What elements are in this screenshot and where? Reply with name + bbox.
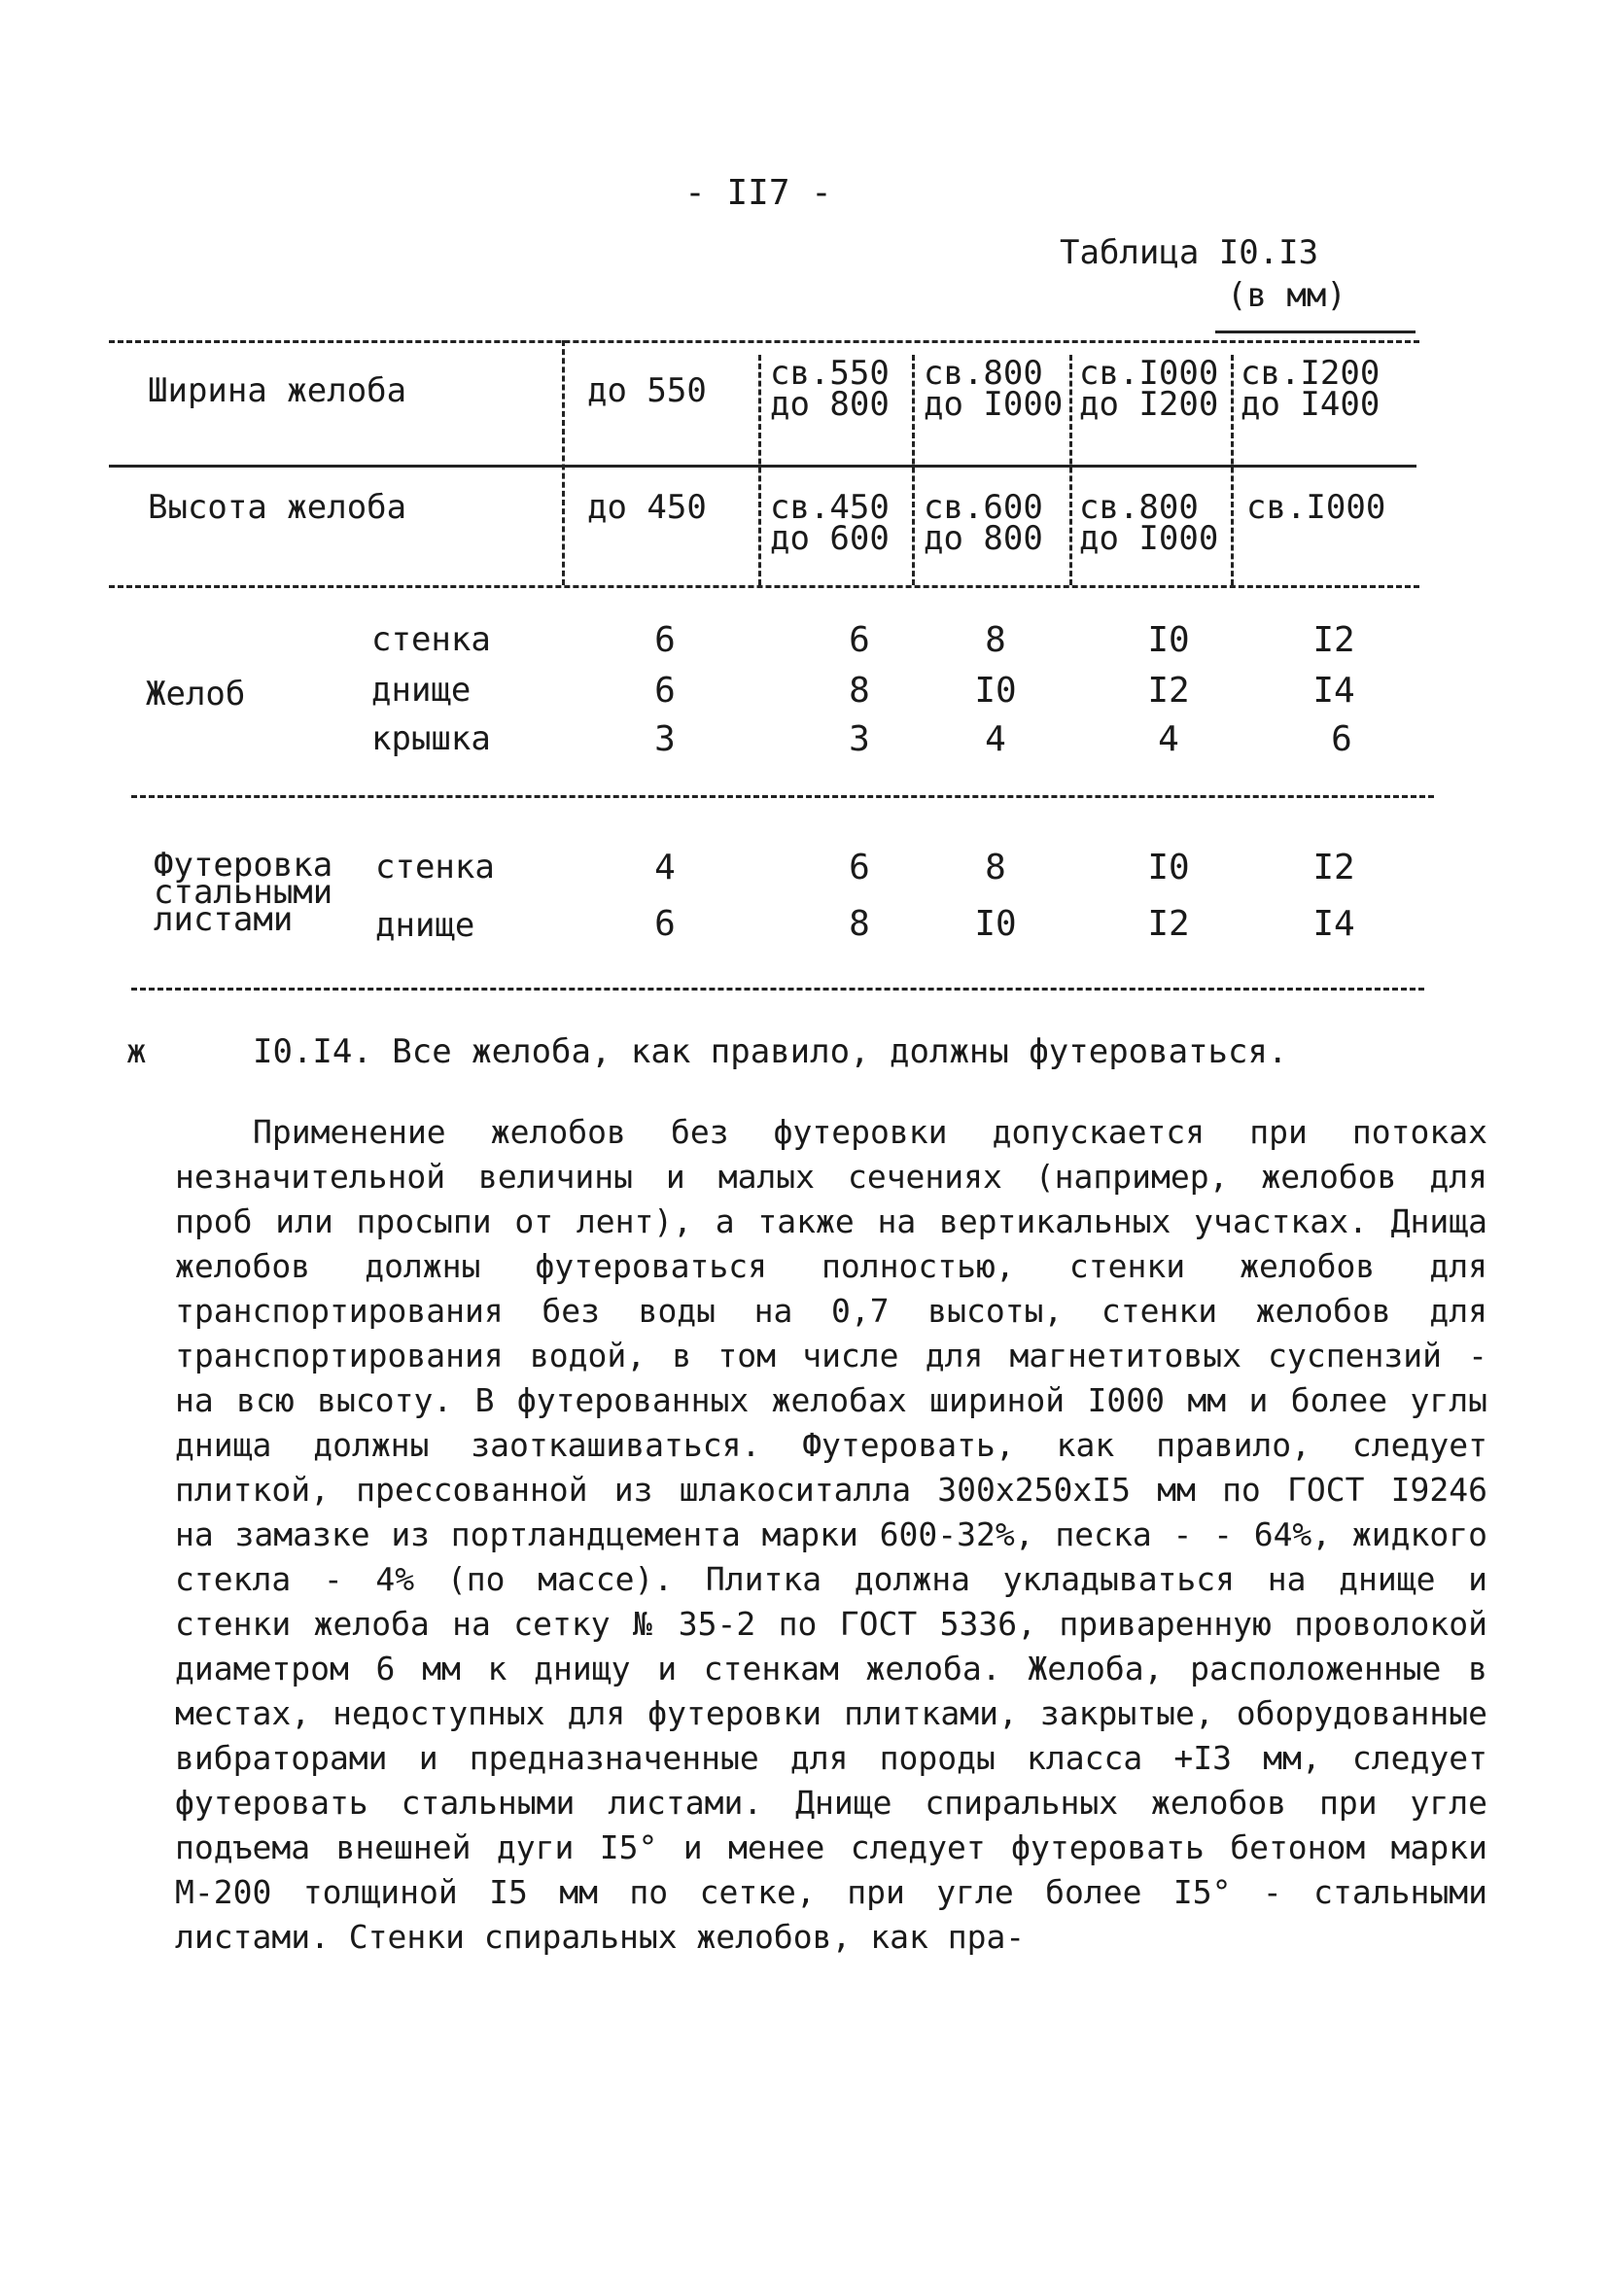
table-value: I0: [1147, 620, 1190, 660]
height-range: св.450 до 600: [770, 488, 890, 558]
table-value: 6: [654, 671, 676, 711]
part-label: крышка: [371, 719, 491, 758]
column-separator: [758, 355, 761, 585]
height-row-label: Высота желоба: [148, 488, 407, 527]
table-value: I4: [1312, 904, 1355, 944]
table-value: I0: [974, 671, 1017, 711]
table-top-rule: [1215, 330, 1416, 333]
table-units: (в мм): [1227, 276, 1346, 315]
column-separator: [912, 355, 915, 585]
group-separator: [131, 795, 1434, 798]
table-value: 4: [985, 719, 1006, 759]
column-separator: [562, 340, 565, 585]
table-value: 8: [985, 620, 1006, 660]
part-label: стенка: [371, 620, 491, 659]
part-label: днище: [375, 906, 475, 945]
table-value: 4: [1158, 719, 1179, 759]
group-label: Футеровка стальными листами: [154, 846, 333, 939]
width-row-label: Ширина желоба: [148, 371, 407, 410]
table-value: I4: [1312, 671, 1355, 711]
group-label: Желоб: [146, 675, 246, 713]
page-number: - II7 -: [684, 173, 832, 213]
table-value: I2: [1312, 848, 1355, 887]
table-value: 8: [985, 848, 1006, 887]
table-value: 8: [849, 671, 870, 711]
table-value: 6: [1331, 719, 1352, 759]
height-range: св.600 до 800: [924, 488, 1043, 558]
table-value: 6: [849, 620, 870, 660]
width-range: св.I200 до I400: [1241, 354, 1381, 424]
table-value: I2: [1147, 671, 1190, 711]
table-value: 3: [654, 719, 676, 759]
width-range: св.550 до 800: [770, 354, 890, 424]
part-label: днище: [371, 671, 472, 710]
width-range: св.800 до I000: [924, 354, 1064, 424]
width-range: св.I000 до I200: [1079, 354, 1219, 424]
table-value: 6: [654, 620, 676, 660]
section-heading-line: [126, 1032, 1287, 1071]
table-caption: [1060, 231, 1346, 317]
height-range: до 450: [587, 488, 707, 527]
width-range: до 550: [587, 371, 707, 410]
section-heading: I0.I4. Все желоба, как правило, должны футероваться.: [253, 1032, 1288, 1071]
column-separator: [1231, 355, 1234, 585]
column-separator: [1069, 355, 1072, 585]
table-header-rule: [109, 340, 1419, 343]
table-value: 6: [849, 848, 870, 887]
section-marker: ж: [126, 1032, 147, 1071]
table-value: I2: [1312, 620, 1355, 660]
table-value: I0: [1147, 848, 1190, 887]
height-range: св.800 до I000: [1079, 488, 1219, 558]
table-value: 3: [849, 719, 870, 759]
table-bottom-rule: [131, 988, 1424, 991]
height-range: св.I000: [1246, 488, 1386, 527]
part-label: стенка: [375, 848, 495, 887]
table-value: I2: [1147, 904, 1190, 944]
table-value: I0: [974, 904, 1017, 944]
table-value: 8: [849, 904, 870, 944]
body-paragraph: Применение желобов без футеровки допускается при потоках незначительной величины и малых сечениях (например, желобов для проб или просыпи от лент), а также на вертикальных участках. Днища желобов должны футероваться полностью, стенки желобов для транспортирования без воды на 0,7 высоты, стенки желобов для транспортирования водой, в том числе для магнетитовых суспензий - на всю высоту. В футерованных желобах шириной I000 мм и более углы днища должны заоткашиваться. Футеровать, как правило, следует плиткой, прессованной из шлакоситалла 300x250xI5 мм по ГОСТ I9246 на замазке из портландцемента марки 600-32%, песка - - 64%, жидкого стекла - 4% (по массе). Плитка должна укладываться на днище и стенки желоба на сетку № 35-2 по ГОСТ 5336, приваренную проволокой диаметром 6 мм к днищу и стенкам желоба. Желоба, расположенные в местах, недоступных для футеровки плитками, закрытые, оборудованные вибраторами и предназначенные для породы класса +I3 мм, следует футеровать стальными листами. Днище спиральных желобов при угле подъема внешней дуги I5° и менее следует футеровать бетоном марки М-200 толщиной I5 мм по сетке, при угле более I5° - стальными листами. Стенки спиральных желобов, как пра-: [175, 1113, 1487, 1956]
height-row-bottom-rule: [109, 585, 1419, 588]
table-value: 4: [654, 848, 676, 887]
table-value: 6: [654, 904, 676, 944]
table-title: Таблица I0.I3: [1060, 233, 1319, 272]
width-row-bottom-rule: [109, 465, 1416, 468]
